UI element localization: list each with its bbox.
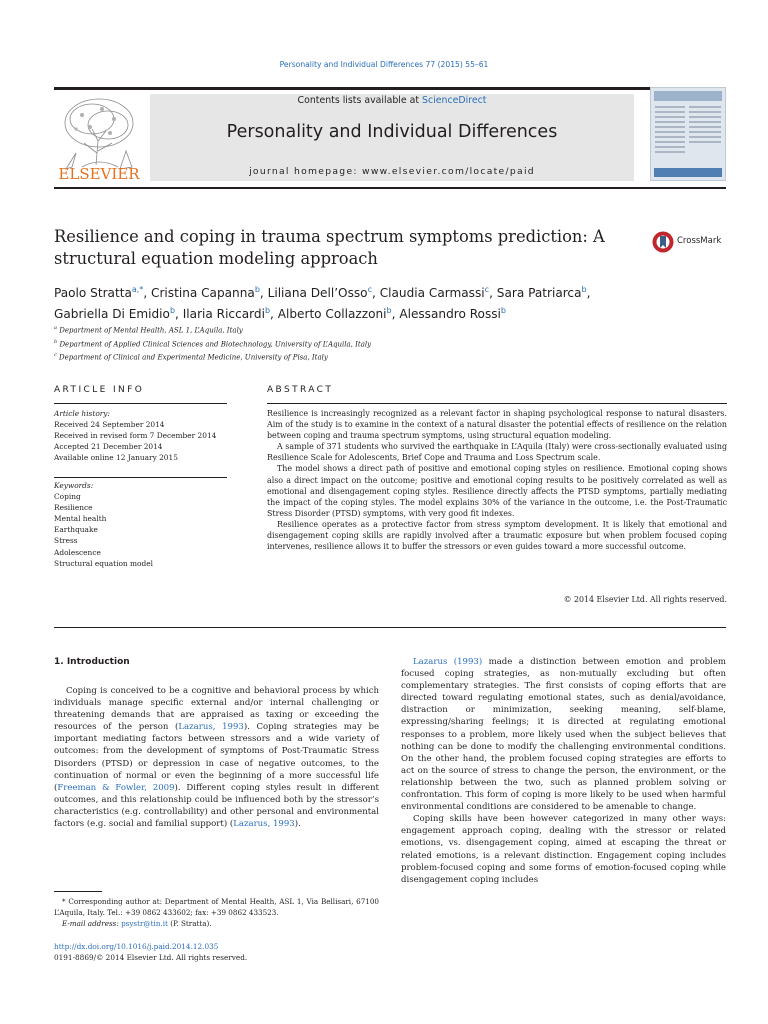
article-title: Resilience and coping in trauma spectrum symptoms prediction: A structural equation modeling approach [54, 227, 605, 268]
citation-link[interactable]: Lazarus, 1993 [178, 722, 244, 733]
introduction-heading: 1. Introduction [54, 657, 130, 667]
citation-link[interactable]: Lazarus, 1993 [233, 819, 295, 830]
journal-cover-thumbnail[interactable] [650, 87, 726, 181]
history-label: Article history: [54, 409, 110, 418]
crossmark-label: CrossMark [677, 236, 722, 246]
footnote-email-line: E-mail address: psystr@tin.it (P. Stratta). [62, 919, 212, 928]
elsevier-tree-icon [52, 93, 146, 183]
abstract-text [267, 408, 727, 552]
author[interactable]: Cristina Capanna$^b$ [151, 285, 260, 301]
author[interactable]: Claudia Carmassi$^c$ [379, 285, 490, 301]
history-item: Received in revised form 7 December 2014 [54, 431, 217, 441]
body-paragraph: Coping is conceived to be a cognitive and behavioral process by which individuals manage specific external and/or internal challenging or threatening demands that are appraised as taxing or exceeding the resources of the person (Lazarus, 1993). Coping strategies may be important mediating factors between stressors and a wide variety of outcomes: from the development of symptoms of Post-Traumatic Stress Disorders (PTSD) or depression in case of negative outcomes, to the continuation of normal or even the beginning of a more successful life (Freeman & Fowler, 2009). Different coping styles result in different outcomes, and this relationship could be influenced both by the stressor’s characteristics (e.g. controllability) and other personal and environmental factors (e.g. social and familial support) (Lazarus, 1993). [54, 686, 380, 830]
affiliation: $^b$ Department of Applied Clinical Sciences and Biotechnology, University of L’Aquila, Italy [54, 338, 372, 349]
doi-block [54, 941, 379, 963]
keyword: Stress [54, 536, 78, 546]
journal-title: Personality and Individual Differences [226, 122, 558, 142]
divider [54, 477, 227, 478]
body-paragraph: Lazarus (1993) made a distinction between emotion and problem focused coping strategies, as non-mutually excluding but often complementary strategies. The first consists of coping efforts that are directed toward regulating emotional states, such as denial/avoidance, distraction or minimization, seeking meaning, self-blame, expressing/sharing feelings; it is directed at regulating emotional responses to a problem, more likely used when the subject believes that nothing can be done to modify the challenging environmental conditions. On the other hand, the problem focused coping strategies are efforts to act on the source of stress to change the person, the environment, or the relationship between the two, such as planned problem solving or confrontation. This form of coping is more likely to be used when harmful environmental conditions are considered to be amenable to change. [401, 657, 726, 813]
citation-link[interactable]: Freeman & Fowler, 2009 [57, 782, 175, 793]
author-list: Paolo Stratta$^{a,*}$, Cristina Capanna$^b$, Liliana Dell’Osso$^c$, Claudia Carmassi$^c$, Sara Patriarca$^b$, Gabriella Di Emidio$^b$, Ilaria Riccardi$^b$, Alberto Collazzoni$^b$, Alessandro Rossi$^b$ [54, 285, 591, 322]
keywords-label: Keywords: [54, 481, 94, 490]
crossmark-icon [652, 230, 674, 254]
crossmark-badge[interactable] [652, 230, 732, 256]
keyword: Structural equation model [54, 558, 153, 568]
elsevier-logo[interactable] [52, 93, 146, 183]
body-right-column [401, 656, 726, 886]
keyword: Adolescence [54, 547, 101, 557]
keyword: Coping [54, 492, 81, 502]
author[interactable]: Alberto Collazzoni$^b$ [277, 306, 392, 322]
author[interactable]: Sara Patriarca$^b$ [496, 285, 587, 301]
journal-citation[interactable]: Personality and Individual Differences 77 (2015) 55–61 [279, 60, 489, 69]
author[interactable]: Ilaria Riccardi$^b$ [182, 306, 271, 322]
section-divider [54, 627, 726, 628]
contents-line [150, 95, 634, 106]
affiliations [54, 323, 694, 364]
header-bottom-rule [54, 187, 726, 189]
footnote-text: * Corresponding author at: Department of Mental Health, ASL 1, Via Bellisari, 67100 L’Aquila, Italy. Tel.: +39 0862 433602; fax: +39 0862 433523. [54, 897, 379, 917]
journal-cover-icon [651, 88, 725, 180]
abstract-paragraph: Resilience operates as a protective factor from stress symptom development. It is likely that emotional and disengagement coping skills are rapidly involved after a traumatic exposure but when problem focused coping intervenes, resilience allows it to buffer the stressors or even guides toward a more successful outcome. [267, 519, 727, 552]
author[interactable]: Gabriella Di Emidio$^b$ [54, 306, 176, 322]
keyword: Resilience [54, 503, 93, 513]
citation-link[interactable]: Lazarus (1993) [413, 657, 483, 667]
divider [267, 403, 727, 404]
email-link[interactable]: psystr@tin.it [121, 919, 168, 928]
affiliation: $^a$ Department of Mental Health, ASL 1, L’Aquila, Italy [54, 325, 243, 335]
history-item: Accepted 21 December 2014 [54, 442, 163, 452]
history-item: Available online 12 January 2015 [54, 453, 178, 463]
author[interactable]: Paolo Stratta$^{a,*}$ [54, 285, 144, 301]
abstract-paragraph: A sample of 371 students who survived the earthquake in L’Aquila (Italy) were cross-sectionally evaluated using Resilience Scale for Adolescents, Brief Cope and Trauma and Loss Spectrum scale. [267, 442, 727, 463]
author[interactable]: Liliana Dell’Osso$^c$ [267, 285, 372, 301]
corresponding-author-footnote [54, 896, 379, 929]
footnote-rule [54, 891, 102, 892]
keyword: Earthquake [54, 525, 98, 535]
doi-link[interactable]: http://dx.doi.org/10.1016/j.paid.2014.12.035 [54, 942, 219, 951]
header-top-rule [54, 87, 726, 90]
article-info-heading: ARTICLE INFO [54, 385, 145, 395]
elsevier-wordmark: ELSEVIER [58, 165, 140, 183]
sciencedirect-link[interactable]: ScienceDirect [422, 95, 487, 106]
abstract-paragraph: The model shows a direct path of positive and emotional coping styles on resilience. Emotional coping shows also a direct impact on the outcome; positive and emotional coping results to be positively correlated as well as emotional and disengagement coping styles. Resilience directly affects the PTSD symptoms, partially mediating the impact of the coping styles. The model explains 30% of the variance in the outcome, i.e. the Post-Traumatic Stress Disorder (PTSD) symptoms, with very good fit indexes. [267, 464, 727, 518]
author[interactable]: Alessandro Rossi$^b$ [399, 306, 506, 322]
abstract-paragraph: Resilience is increasingly recognized as a relevant factor in shaping psychological response to natural disasters. Aim of the study is to examine in the context of a natural disaster the potential effects of resilience on the relation between coping and trauma spectrum symptoms, using structural equation modeling. [267, 409, 727, 441]
divider [54, 403, 227, 404]
issn-copyright: 0191-8869/© 2014 Elsevier Ltd. All rights reserved. [54, 953, 248, 962]
keyword: Mental health [54, 514, 107, 524]
keywords [54, 480, 229, 569]
abstract-copyright: © 2014 Elsevier Ltd. All rights reserved. [563, 595, 727, 604]
body-left-column [54, 685, 379, 830]
contents-prefix: Contents lists available at [297, 95, 423, 106]
body-paragraph: Coping skills have been however categorized in many other ways: engagement approach coping, dealing with the stressor or related emotions, vs. disengagement coping, aimed at escaping the threat or related emotions, is a relevant distinction. Engagement coping includes problem-focused coping and some forms of emotion-focused coping while disengagement coping includes [401, 814, 726, 885]
article-history [54, 408, 229, 463]
affiliation: $^c$ Department of Clinical and Experimental Medicine, University of Pisa, Italy [54, 352, 328, 362]
journal-homepage[interactable]: journal homepage: www.elsevier.com/locate/paid [249, 166, 535, 177]
history-item: Received 24 September 2014 [54, 420, 165, 430]
abstract-heading: ABSTRACT [267, 385, 334, 395]
